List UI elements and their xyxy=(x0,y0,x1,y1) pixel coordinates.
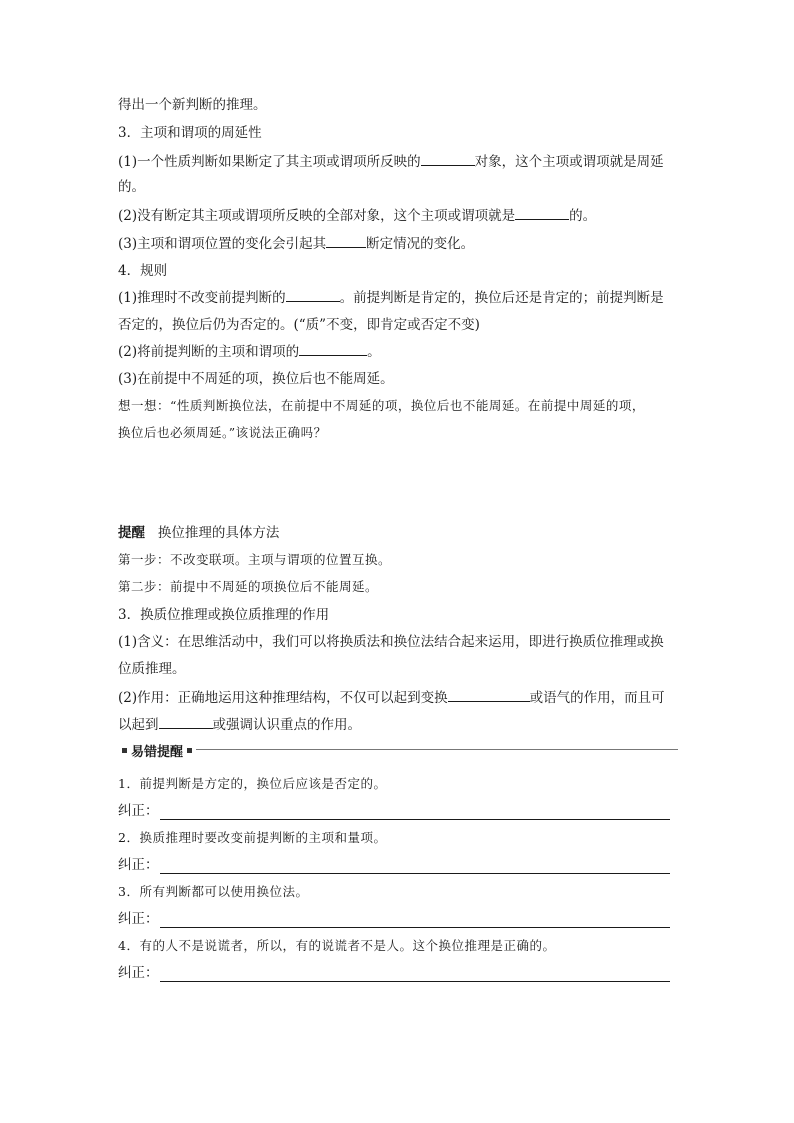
text-line: (1)含义：在思维活动中，我们可以将换质法和换位法结合起来运用，即进行换质位推理或换 xyxy=(118,634,664,650)
correction-row: 纠正： xyxy=(118,910,159,928)
correction-row: 纠正： xyxy=(118,856,159,874)
fill-blank[interactable] xyxy=(421,152,475,166)
text-line: 的。 xyxy=(118,179,145,195)
text-line: 第一步：不改变联项。主项与谓项的位置互换。 xyxy=(118,552,392,567)
error-item: 3．所有判断都可以使用换位法。 xyxy=(118,884,309,899)
fill-blank[interactable] xyxy=(448,688,530,702)
text-line: 否定的，换位后仍为否定的。(“质”不变，即肯定或否定不变) xyxy=(118,317,480,333)
fill-blank[interactable] xyxy=(326,234,366,248)
text-line: (1)推理时不改变前提判断的 。前提判断是肯定的，换位后还是肯定的；前提判断是 xyxy=(118,290,664,306)
square-bullet-icon xyxy=(187,748,192,753)
section-title: 易错提醒 xyxy=(131,745,184,760)
text-line: 第二步：前提中不周延的项换位后不能周延。 xyxy=(118,579,379,594)
text-line: 位质推理。 xyxy=(118,661,186,677)
text-line: 以起到 或强调认识重点的作用。 xyxy=(118,717,361,733)
section-heading: 3．换质位推理或换位质推理的作用 xyxy=(118,607,330,623)
fill-blank[interactable] xyxy=(299,342,367,356)
text-line: (2)没有断定其主项或谓项所反映的全部对象，这个主项或谓项就是 的。 xyxy=(118,208,597,224)
error-item: 1．前提判断是方定的，换位后应该是否定的。 xyxy=(118,776,387,791)
fill-blank[interactable] xyxy=(286,288,340,302)
square-bullet-icon xyxy=(122,748,127,753)
think-prompt: 换位后也必须周延。”该说法正确吗？ xyxy=(118,425,327,440)
correction-answer-line[interactable] xyxy=(160,819,670,820)
text-line: (3)主项和谓项位置的变化会引起其 断定情况的变化。 xyxy=(118,236,475,252)
correction-answer-line[interactable] xyxy=(160,927,670,928)
section-heading: 3．主项和谓项的周延性 xyxy=(118,125,262,141)
text-line: (3)在前提中不周延的项，换位后也不能周延。 xyxy=(118,371,394,387)
correction-row: 纠正： xyxy=(118,802,159,820)
fill-blank[interactable] xyxy=(159,715,213,729)
correction-row: 纠正： xyxy=(118,964,159,982)
reminder-heading: 提醒 换位推理的具体方法 xyxy=(118,525,280,541)
correction-answer-line[interactable] xyxy=(160,981,670,982)
error-item: 4．有的人不是说谎者，所以，有的说谎者不是人。这个换位推理是正确的。 xyxy=(118,938,556,953)
text-line: (2)作用：正确地运用这种推理结构，不仅可以起到变换 或语气的作用，而且可 xyxy=(118,690,665,706)
divider-rule xyxy=(196,749,678,750)
error-item: 2．换质推理时要改变前提判断的主项和量项。 xyxy=(118,830,387,845)
text-line: (1)一个性质判断如果断定了其主项或谓项所反映的 对象，这个主项或谓项就是周延 xyxy=(118,154,664,170)
section-divider xyxy=(118,740,678,758)
section-heading: 4．规则 xyxy=(118,263,168,279)
text-line: (2)将前提判断的主项和谓项的 。 xyxy=(118,344,381,360)
text-line: 得出一个新判断的推理。 xyxy=(118,97,267,113)
think-prompt: 想一想：“性质判断换位法，在前提中不周延的项，换位后也不能周延。在前提中周延的项， xyxy=(118,398,645,413)
correction-answer-line[interactable] xyxy=(160,873,670,874)
fill-blank[interactable] xyxy=(515,206,569,220)
